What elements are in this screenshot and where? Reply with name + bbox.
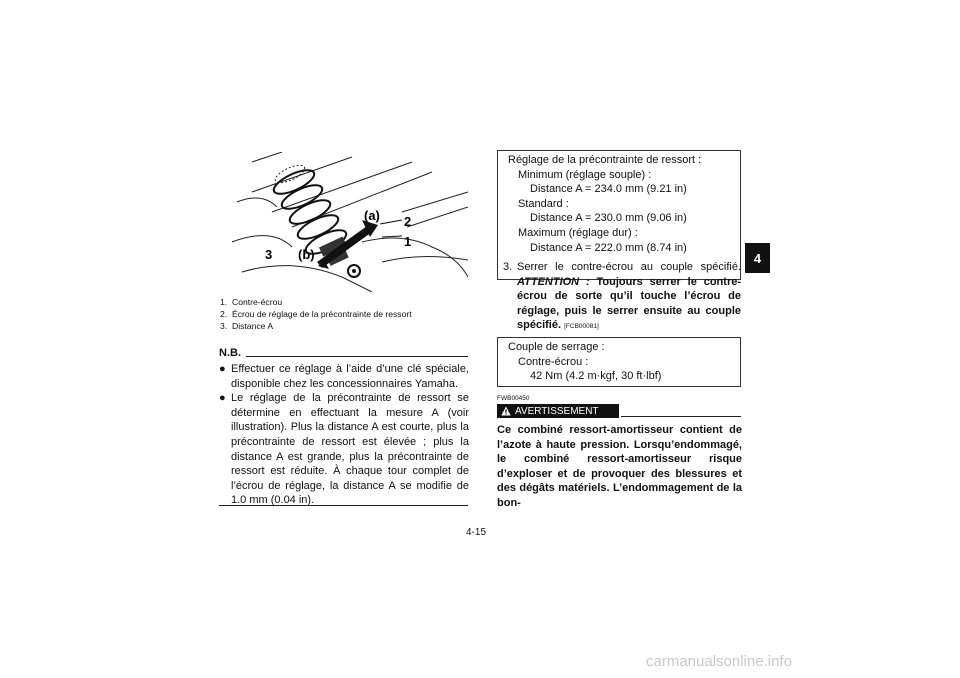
step-number: 3. xyxy=(503,261,513,273)
warning-banner xyxy=(497,404,619,418)
spec-value: Distance A = 230.0 mm (9.06 in) xyxy=(530,212,687,225)
page-number: 4-15 xyxy=(466,527,487,538)
torque-title: Couple de serrage : xyxy=(508,341,605,353)
callout-3: 3 xyxy=(265,247,273,262)
note-end-rule xyxy=(219,505,468,506)
chapter-tab: 4 xyxy=(745,243,770,273)
attention-code: [FCB00081] xyxy=(564,323,599,331)
spec-label: Minimum (réglage souple) : xyxy=(518,168,652,181)
warning-code: FWB00450 xyxy=(497,395,530,402)
attention-label: ATTENTION : xyxy=(517,275,590,288)
note-bullet: ● Le réglage de la précontrainte de ressort se détermine en effectuant la mesure A (voir illustration). Plus la distance A est courte, plus la précontrainte de ressort est élevée ; plus la distance A est grande, plus la précontrainte de ressort est réduite. À chaque tour complet de l’écrou de réglage, la distance A se modifie de 1.0 mm (0.04 in). xyxy=(219,392,469,507)
figure-caption xyxy=(220,296,412,332)
caption-item: 3. Distance A xyxy=(220,321,274,331)
caption-item: 1. Contre-écrou xyxy=(220,297,283,307)
torque-value: 42 Nm (4.2 m·kgf, 30 ft·lbf) xyxy=(530,370,662,383)
warning-triangle-icon xyxy=(501,406,511,416)
torque-label: Contre-écrou : xyxy=(518,355,589,368)
bullet-icon: ● xyxy=(219,363,226,375)
spec-label: Maximum (réglage dur) : xyxy=(518,226,638,239)
callout-2: 2 xyxy=(404,214,412,229)
note-bullet: ● Effectuer ce réglage à l’aide d’une clé spéciale, disponible chez les concessionnaires Yamaha. xyxy=(219,363,469,390)
callout-1: 1 xyxy=(404,234,412,249)
note-bullets xyxy=(219,362,469,508)
suspension-drawing xyxy=(232,152,468,292)
spec-label: Standard : xyxy=(518,197,569,210)
warning-text: Ce combiné ressort-amortisseur contient de l’azote à haute pression. Lorsqu’endommagé, le combiné ressort-amortisseur risque d’exploser et de provoquer des blessures et des dégâts matériels. L’endommagement de la bon- xyxy=(497,424,742,509)
caption-item: 2. Écrou de réglage de la précontrainte de ressort xyxy=(220,309,412,319)
spec-value: Distance A = 234.0 mm (9.21 in) xyxy=(530,183,687,196)
callout-b: (b) xyxy=(298,247,315,262)
watermark: carmanualsonline.info xyxy=(646,653,792,670)
warning-label: AVERTISSEMENT xyxy=(515,405,599,417)
attention-text: Toujours serrer le contre-écrou de sorte qu’il touche l’écrou de réglage, puis le serrer ensuite au couple spécifié. xyxy=(517,275,742,332)
warning-rule xyxy=(621,416,741,417)
spec-value: Distance A = 222.0 mm (8.74 in) xyxy=(530,241,687,254)
shock-absorber-illustration xyxy=(232,152,468,292)
callout-a: (a) xyxy=(364,208,380,223)
note-rule xyxy=(246,356,468,357)
bullet-icon: ● xyxy=(219,392,226,405)
torque-spec-box xyxy=(497,337,741,387)
step-text: Serrer le contre-écrou au couple spécifié. xyxy=(517,261,741,273)
step-body xyxy=(517,260,741,335)
spec-title: Réglage de la précontrainte de ressort : xyxy=(508,154,702,166)
note-title: N.B. xyxy=(219,347,241,359)
